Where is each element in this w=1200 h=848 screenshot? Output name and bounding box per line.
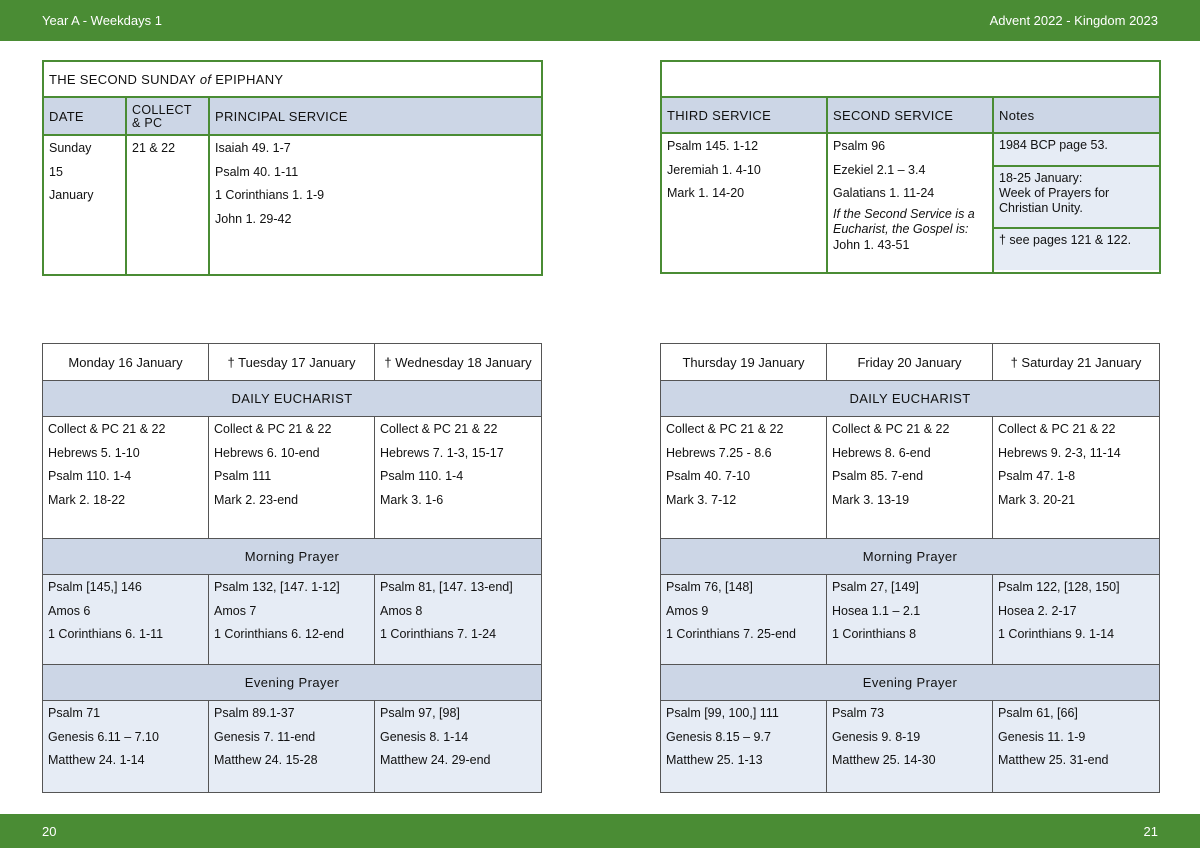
eucharist-cell: Collect & PC 21 & 22 Hebrews 7.25 - 8.6 Psalm 40. 7-10 Mark 3. 7-12 xyxy=(661,417,827,539)
second-service-cell: Psalm 96 Ezekiel 2.1 – 3.4 Galatians 1. 11-24 If the Second Service is a Eucharist, the Gospel is: John 1. 43-51 xyxy=(827,133,993,273)
evening-prayer-cell: Psalm 97, [98] Genesis 8. 1-14 Matthew 24. 29-end xyxy=(375,701,542,793)
day-header: Thursday 19 January xyxy=(661,344,827,381)
morning-prayer-cell: Psalm [145,] 146 Amos 6 1 Corinthians 6. 1-11 xyxy=(43,575,209,665)
section-morning-prayer: Morning Prayer xyxy=(661,539,1160,575)
weekday-table-left xyxy=(42,343,542,793)
morning-prayer-cell: Psalm 81, [147. 13-end] Amos 8 1 Corinthians 7. 1-24 xyxy=(375,575,542,665)
header-bar xyxy=(0,0,1200,41)
page-number-left: 20 xyxy=(42,824,57,839)
sunday-other-services-table xyxy=(660,60,1161,274)
sunday-principal-cell: Isaiah 49. 1-7 Psalm 40. 1-11 1 Corinthians 1. 1-9 John 1. 29-42 xyxy=(209,135,542,275)
col-date-header: DATE xyxy=(43,97,126,135)
evening-prayer-cell: Psalm [99, 100,] 111 Genesis 8.15 – 9.7 Matthew 25. 1-13 xyxy=(661,701,827,793)
weekday-table-right xyxy=(660,343,1160,793)
eucharist-cell: Collect & PC 21 & 22 Hebrews 7. 1-3, 15-17 Psalm 110. 1-4 Mark 3. 1-6 xyxy=(375,417,542,539)
second-service-gospel: John 1. 43-51 xyxy=(833,237,910,252)
day-header: † Wednesday 18 January xyxy=(375,344,542,381)
section-evening-prayer: Evening Prayer xyxy=(43,665,542,701)
note-unity-week: 18-25 January: Week of Prayers for Christian Unity. xyxy=(994,167,1159,229)
morning-prayer-cell: Psalm 76, [148] Amos 9 1 Corinthians 7. 25-end xyxy=(661,575,827,665)
section-morning-prayer: Morning Prayer xyxy=(43,539,542,575)
morning-prayer-cell: Psalm 122, [128, 150] Hosea 2. 2-17 1 Corinthians 9. 1-14 xyxy=(993,575,1160,665)
note-dagger: † see pages 121 & 122. xyxy=(994,229,1159,270)
evening-prayer-cell: Psalm 73 Genesis 9. 8-19 Matthew 25. 14-30 xyxy=(827,701,993,793)
col-principal-header: PRINCIPAL SERVICE xyxy=(209,97,542,135)
morning-prayer-cell: Psalm 132, [147. 1-12] Amos 7 1 Corinthians 6. 12-end xyxy=(209,575,375,665)
eucharist-cell: Collect & PC 21 & 22 Hebrews 9. 2-3, 11-14 Psalm 47. 1-8 Mark 3. 20-21 xyxy=(993,417,1160,539)
sunday-date-cell: Sunday 15 January xyxy=(43,135,126,275)
page-number-right: 21 xyxy=(1143,824,1158,839)
eucharist-cell: Collect & PC 21 & 22 Hebrews 5. 1-10 Psalm 110. 1-4 Mark 2. 18-22 xyxy=(43,417,209,539)
section-daily-eucharist: DAILY EUCHARIST xyxy=(43,381,542,417)
sunday-title: THE SECOND SUNDAY of EPIPHANY xyxy=(43,61,542,97)
eucharist-cell: Collect & PC 21 & 22 Hebrews 8. 6-end Psalm 85. 7-end Mark 3. 13-19 xyxy=(827,417,993,539)
day-header: Friday 20 January xyxy=(827,344,993,381)
day-header: † Saturday 21 January xyxy=(993,344,1160,381)
day-header: † Tuesday 17 January xyxy=(209,344,375,381)
morning-prayer-cell: Psalm 27, [149] Hosea 1.1 – 2.1 1 Corinthians 8 xyxy=(827,575,993,665)
blank-title-row xyxy=(661,61,1160,97)
eucharist-cell: Collect & PC 21 & 22 Hebrews 6. 10-end Psalm 111 Mark 2. 23-end xyxy=(209,417,375,539)
sunday-principal-table xyxy=(42,60,543,276)
evening-prayer-cell: Psalm 71 Genesis 6.11 – 7.10 Matthew 24. 1-14 xyxy=(43,701,209,793)
col-third-header: THIRD SERVICE xyxy=(661,97,827,133)
evening-prayer-cell: Psalm 61, [66] Genesis 11. 1-9 Matthew 25. 31-end xyxy=(993,701,1160,793)
section-daily-eucharist: DAILY EUCHARIST xyxy=(661,381,1160,417)
evening-prayer-cell: Psalm 89.1-37 Genesis 7. 11-end Matthew 24. 15-28 xyxy=(209,701,375,793)
header-right-title: Advent 2022 - Kingdom 2023 xyxy=(989,13,1158,28)
section-evening-prayer: Evening Prayer xyxy=(661,665,1160,701)
second-service-note: If the Second Service is a Eucharist, the Gospel is: xyxy=(833,206,975,236)
col-notes-header: Notes xyxy=(993,97,1160,133)
footer-bar xyxy=(0,814,1200,848)
sunday-collect-cell: 21 & 22 xyxy=(126,135,209,275)
col-collect-header: COLLECT & PC xyxy=(126,97,209,135)
notes-cell xyxy=(993,133,1160,273)
third-service-cell: Psalm 145. 1-12 Jeremiah 1. 4-10 Mark 1. 14-20 xyxy=(661,133,827,273)
note-bcp: 1984 BCP page 53. xyxy=(994,134,1159,167)
header-left-title: Year A - Weekdays 1 xyxy=(42,13,162,28)
col-second-header: SECOND SERVICE xyxy=(827,97,993,133)
day-header: Monday 16 January xyxy=(43,344,209,381)
